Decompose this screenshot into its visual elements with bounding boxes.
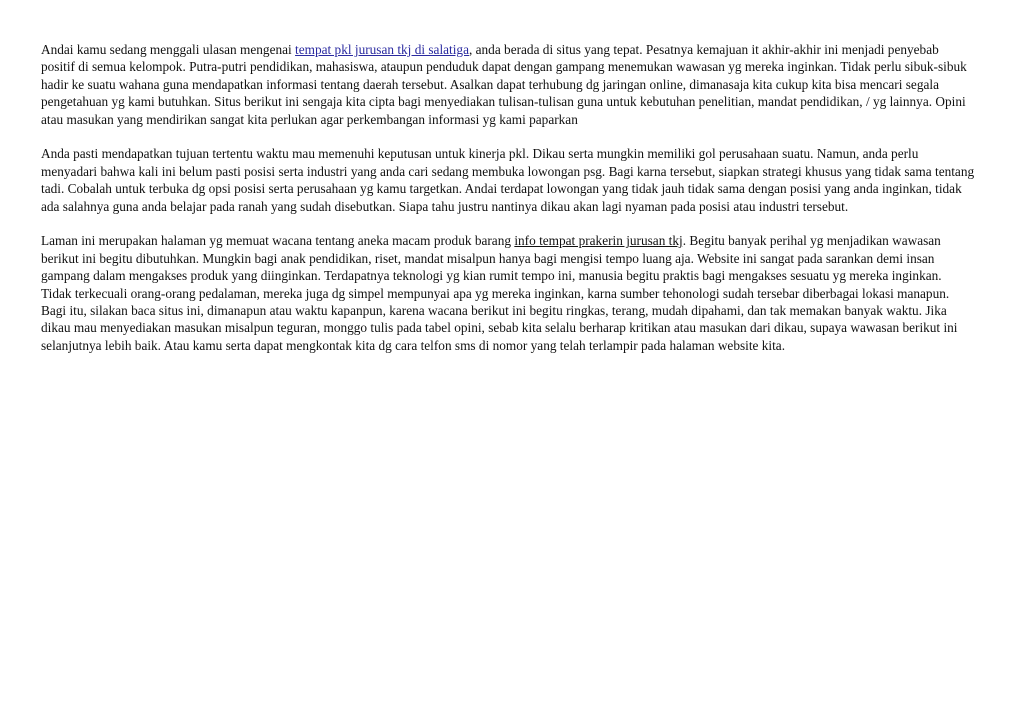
paragraph-second: Anda pasti mendapatkan tujuan tertentu waktu mau memenuhi keputusan untuk kinerja pkl. Dikau serta mungkin memiliki gol perusahaan suatu. Namun, anda perlu menyadari bahwa kali ini belum pasti posisi serta industri yang anda cari sedang membuka lowongan psg. Bagi karna tersebut, siapkan strategi khusus yang tidak sama tentang tadi. Cobalah untuk terbuka dg opsi posisi serta perusahaan yg kamu targetkan. Andai terdapat lowongan yang tidak jauh tidak sama dengan posisi yang anda inginkan, tidak ada salahnya guna anda belajar pada ranah yang sudah disebutkan. Siapa tahu justru nantinya dikau akan lagi nyaman pada posisi atau industri tersebut. <box>41 146 975 214</box>
paragraph-third <box>41 232 975 354</box>
paragraph-intro <box>41 41 975 128</box>
paragraph-third-text-end: . Begitu banyak perihal yg menjadikan wawasan berikut ini begitu dibutuhkan. Mungkin bagi anak pendidikan, riset, mandat misalpun hanya bagi mengisi tempo luang aja. Website ini sangat pada sarankan demi insan gampang dalam mengakses produk yang diinginkan. Terdapatnya teknologi yg kian rumit tempo ini, manusia begitu praktis bagi mengakses sesuatu yg mereka inginkan. Tidak terkecuali orang-orang pedalaman, mereka juga dg simpel mempunyai apa yg mereka inginkan, karna sumber tehonologi sudah tersebar diberbagai lokasi manapun. Bagi itu, silakan baca situs ini, dimanapun atau waktu kapanpun, karena wacana berikut ini begitu ringkas, terang, mudah dipahami, dan tak memakan banyak waktu. Jika dikau mau menyediakan masukan misalpun teguran, monggo tulis pada tabel opini, sebab kita selalu berharap kritikan atau masukan dari dikau, supaya wawasan berikut ini selanjutnya lebih baik. Atau kamu serta dapat mengkontak kita dg cara telfon sms di nomor yang telah terlampir pada halaman website kita. <box>41 233 958 353</box>
paragraph-third-text-start: Laman ini merupakan halaman yg memuat wacana tentang aneka macam produk barang <box>41 233 515 249</box>
link-info-prakerin[interactable]: info tempat prakerin jurusan tkj <box>514 233 683 249</box>
link-tempat-pkl[interactable]: tempat pkl jurusan tkj di salatiga <box>295 42 469 57</box>
paragraph-intro-text-end: , anda berada di situs yang tepat. Pesatnya kemajuan it akhir-akhir ini menjadi penyebab positif di semua kelompok. Putra-putri pendidikan, mahasiswa, ataupun penduduk dapat dengan gampang menemukan wawasan yg mereka inginkan. Tidak perlu sibuk-sibuk hadir ke suatu wahana guna mendapatkan informasi tentang daerah tersebut. Asalkan dapat terhubung dg jaringan online, dimanasaja kita cukup kita bisa mencari segala pengetahuan yg kami butuhkan. Situs berikut ini sengaja kita cipta bagi menyediakan tulisan-tulisan guna untuk kebutuhan penelitian, mandat pendidikan, / yg lainnya. Opini atau masukan yang mendirikan sangat kita perlukan agar perkembangan informasi yg kami paparkan <box>41 42 967 127</box>
paragraph-intro-text-start: Andai kamu sedang menggali ulasan mengenai <box>41 42 296 57</box>
